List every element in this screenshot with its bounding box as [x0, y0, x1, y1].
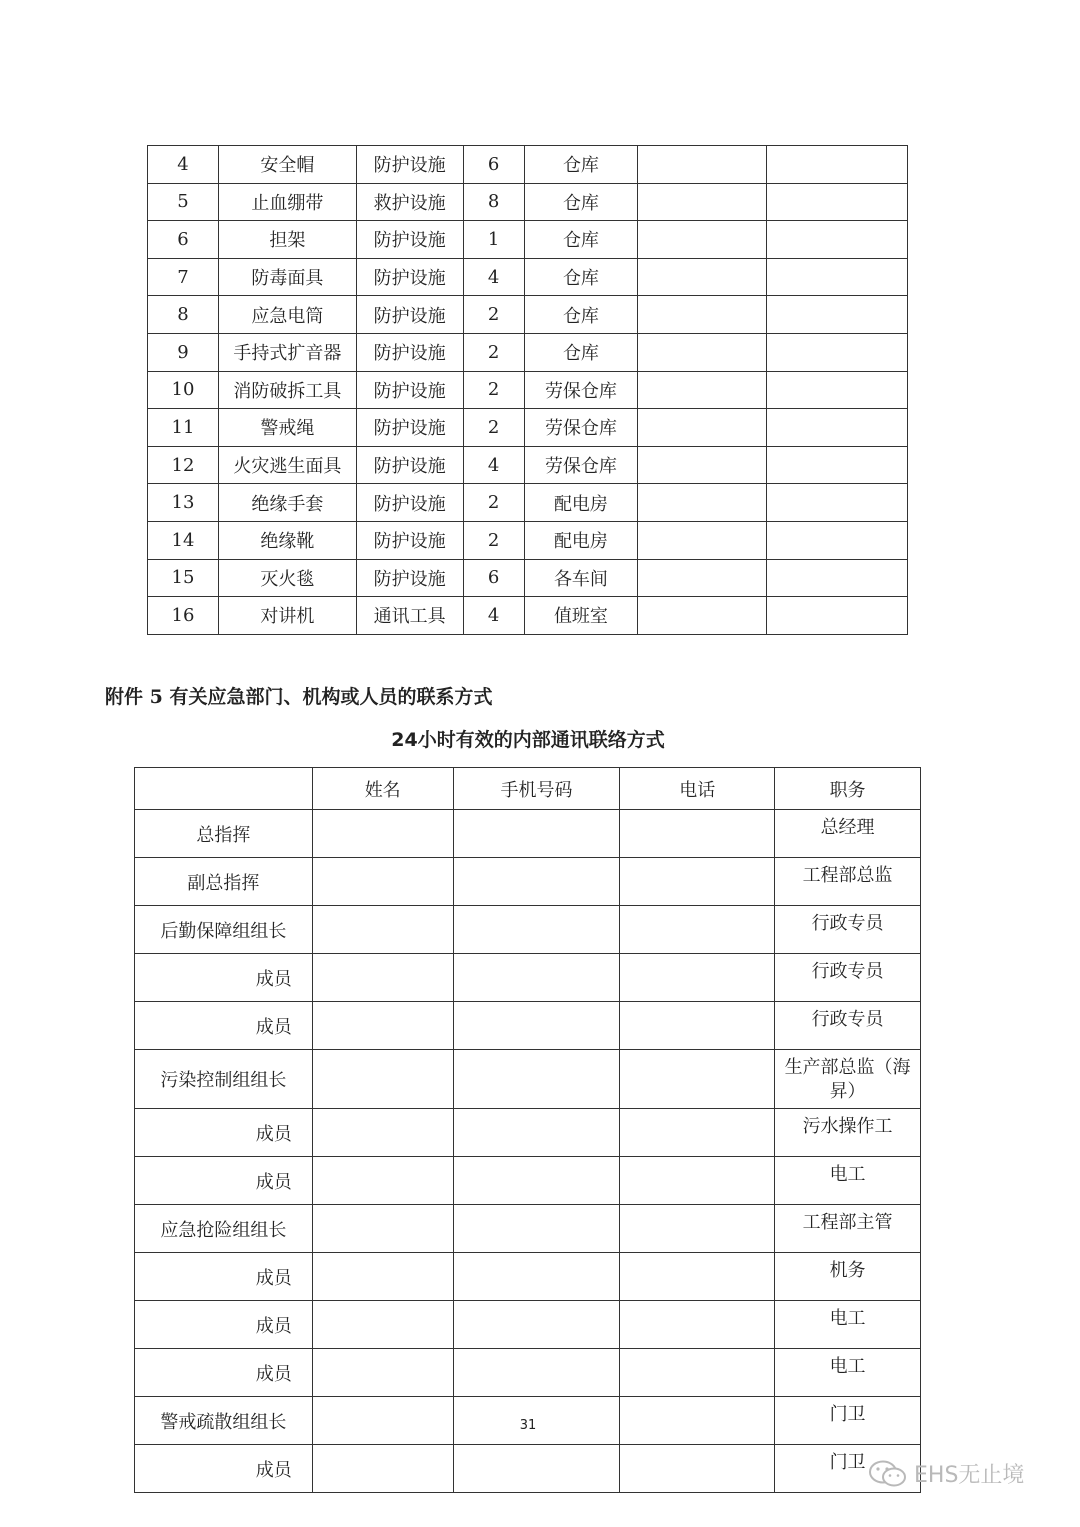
equip-type: 防护设施	[356, 484, 463, 522]
contact-phone	[620, 810, 775, 858]
equip-extra2	[767, 371, 908, 409]
contact-mobile	[453, 1301, 620, 1349]
equip-type: 防护设施	[356, 521, 463, 559]
equip-location: 仓库	[524, 146, 638, 184]
contact-position: 总经理	[775, 810, 921, 858]
equip-qty: 6	[463, 559, 524, 597]
contact-role: 成员	[135, 1157, 313, 1205]
equip-type: 防护设施	[356, 146, 463, 184]
contact-mobile	[453, 954, 620, 1002]
equip-no: 12	[148, 446, 219, 484]
equip-name: 应急电筒	[218, 296, 356, 334]
contact-position: 门卫	[775, 1397, 921, 1445]
contact-phone	[620, 1253, 775, 1301]
contact-name	[312, 810, 453, 858]
contact-position: 行政专员	[775, 954, 921, 1002]
equipment-table	[147, 145, 908, 635]
equip-type: 防护设施	[356, 409, 463, 447]
watermark-text: EHS无止境	[914, 1463, 1025, 1488]
equip-name: 警戒绳	[218, 409, 356, 447]
contact-position: 工程部主管	[775, 1205, 921, 1253]
contact-table-title: 24小时有效的内部通讯联络方式	[391, 729, 665, 751]
contact-phone	[620, 1109, 775, 1157]
equip-extra2	[767, 409, 908, 447]
equip-extra1	[638, 521, 767, 559]
equip-row	[148, 559, 908, 597]
contact-role: 污染控制组组长	[135, 1050, 313, 1109]
equip-no: 16	[148, 597, 219, 635]
contact-position: 生产部总监（海昇）	[775, 1050, 921, 1109]
equip-row	[148, 597, 908, 635]
header-role	[135, 768, 313, 810]
contact-phone	[620, 1050, 775, 1109]
equip-type: 防护设施	[356, 559, 463, 597]
contact-row	[135, 1349, 921, 1397]
equip-extra1	[638, 221, 767, 259]
equip-no: 11	[148, 409, 219, 447]
equip-name: 对讲机	[218, 597, 356, 635]
equip-extra1	[638, 446, 767, 484]
header-name: 姓名	[312, 768, 453, 810]
equip-extra2	[767, 221, 908, 259]
contact-role: 后勤保障组组长	[135, 906, 313, 954]
equip-name: 防毒面具	[218, 258, 356, 296]
contact-phone	[620, 1205, 775, 1253]
equip-qty: 8	[463, 183, 524, 221]
contact-name	[312, 1157, 453, 1205]
contact-role: 成员	[135, 1109, 313, 1157]
equip-extra1	[638, 371, 767, 409]
equip-location: 配电房	[524, 521, 638, 559]
contact-role: 总指挥	[135, 810, 313, 858]
header-phone: 电话	[620, 768, 775, 810]
contact-name	[312, 1253, 453, 1301]
equip-qty: 6	[463, 146, 524, 184]
equip-type: 防护设施	[356, 371, 463, 409]
equip-extra1	[638, 597, 767, 635]
equip-row	[148, 371, 908, 409]
contact-row	[135, 1050, 921, 1109]
contact-name	[312, 1349, 453, 1397]
contact-phone	[620, 1157, 775, 1205]
equip-location: 仓库	[524, 258, 638, 296]
equip-name: 安全帽	[218, 146, 356, 184]
equip-extra1	[638, 258, 767, 296]
equip-location: 劳保仓库	[524, 409, 638, 447]
contact-role: 成员	[135, 1349, 313, 1397]
equip-qty: 2	[463, 296, 524, 334]
contact-position: 电工	[775, 1301, 921, 1349]
equip-extra2	[767, 597, 908, 635]
equip-name: 手持式扩音器	[218, 333, 356, 371]
contact-mobile	[453, 1109, 620, 1157]
contact-header-row	[135, 768, 921, 810]
contact-row	[135, 1253, 921, 1301]
contact-row	[135, 1109, 921, 1157]
contact-mobile	[453, 906, 620, 954]
contact-position: 行政专员	[775, 1002, 921, 1050]
contact-mobile	[453, 1349, 620, 1397]
equip-name: 绝缘手套	[218, 484, 356, 522]
equip-no: 6	[148, 221, 219, 259]
equip-extra2	[767, 484, 908, 522]
contact-phone	[620, 1002, 775, 1050]
equip-location: 劳保仓库	[524, 371, 638, 409]
wechat-icon	[868, 1459, 908, 1489]
equip-no: 14	[148, 521, 219, 559]
equip-name: 担架	[218, 221, 356, 259]
equip-location: 仓库	[524, 183, 638, 221]
equip-qty: 4	[463, 446, 524, 484]
contact-mobile	[453, 810, 620, 858]
equip-qty: 4	[463, 597, 524, 635]
equip-extra1	[638, 183, 767, 221]
equip-row	[148, 484, 908, 522]
equip-extra1	[638, 484, 767, 522]
equip-type: 防护设施	[356, 333, 463, 371]
equip-location: 配电房	[524, 484, 638, 522]
contact-table	[134, 767, 921, 1493]
contact-row	[135, 1157, 921, 1205]
equip-row	[148, 521, 908, 559]
equip-row	[148, 183, 908, 221]
equip-no: 4	[148, 146, 219, 184]
equip-type: 防护设施	[356, 221, 463, 259]
equip-type: 防护设施	[356, 446, 463, 484]
contact-position: 行政专员	[775, 906, 921, 954]
contact-name	[312, 954, 453, 1002]
watermark	[868, 1458, 1024, 1489]
equip-qty: 2	[463, 333, 524, 371]
equip-extra2	[767, 559, 908, 597]
contact-mobile	[453, 1445, 620, 1493]
contact-role: 成员	[135, 1445, 313, 1493]
contact-name	[312, 1002, 453, 1050]
equip-qty: 2	[463, 521, 524, 559]
equip-extra1	[638, 559, 767, 597]
equip-row	[148, 333, 908, 371]
equip-row	[148, 221, 908, 259]
contact-position: 工程部总监	[775, 858, 921, 906]
equip-type: 通讯工具	[356, 597, 463, 635]
contact-name	[312, 1445, 453, 1493]
contact-name	[312, 858, 453, 906]
equip-row	[148, 446, 908, 484]
contact-name	[312, 1205, 453, 1253]
equip-qty: 4	[463, 258, 524, 296]
equip-no: 10	[148, 371, 219, 409]
contact-name	[312, 906, 453, 954]
contact-row	[135, 1301, 921, 1349]
contact-mobile	[453, 1002, 620, 1050]
section-heading: 附件 5 有关应急部门、机构或人员的联系方式	[105, 686, 493, 708]
equip-name: 灭火毯	[218, 559, 356, 597]
equip-type: 救护设施	[356, 183, 463, 221]
equip-extra2	[767, 296, 908, 334]
contact-row	[135, 858, 921, 906]
contact-phone	[620, 1301, 775, 1349]
equip-qty: 2	[463, 371, 524, 409]
contact-row	[135, 1002, 921, 1050]
equip-row	[148, 409, 908, 447]
contact-position: 污水操作工	[775, 1109, 921, 1157]
header-position: 职务	[775, 768, 921, 810]
contact-phone	[620, 906, 775, 954]
contact-row	[135, 1205, 921, 1253]
contact-mobile	[453, 1253, 620, 1301]
contact-name	[312, 1301, 453, 1349]
header-mobile: 手机号码	[453, 768, 620, 810]
equip-type: 防护设施	[356, 258, 463, 296]
contact-mobile	[453, 858, 620, 906]
equip-extra2	[767, 333, 908, 371]
equip-extra2	[767, 183, 908, 221]
equip-extra1	[638, 409, 767, 447]
contact-role: 成员	[135, 1002, 313, 1050]
equip-no: 15	[148, 559, 219, 597]
equip-extra2	[767, 446, 908, 484]
equip-no: 5	[148, 183, 219, 221]
equip-name: 消防破拆工具	[218, 371, 356, 409]
equip-qty: 2	[463, 409, 524, 447]
equip-name: 火灾逃生面具	[218, 446, 356, 484]
contact-role: 副总指挥	[135, 858, 313, 906]
equip-no: 13	[148, 484, 219, 522]
equip-extra2	[767, 521, 908, 559]
equip-type: 防护设施	[356, 296, 463, 334]
contact-phone	[620, 858, 775, 906]
equip-location: 值班室	[524, 597, 638, 635]
contact-row	[135, 954, 921, 1002]
contact-row	[135, 906, 921, 954]
contact-role: 成员	[135, 1253, 313, 1301]
equip-qty: 1	[463, 221, 524, 259]
equip-row	[148, 258, 908, 296]
equip-extra2	[767, 146, 908, 184]
page-number: 31	[519, 1418, 537, 1433]
equip-no: 8	[148, 296, 219, 334]
equip-extra1	[638, 146, 767, 184]
equip-no: 7	[148, 258, 219, 296]
contact-mobile	[453, 1205, 620, 1253]
contact-name	[312, 1050, 453, 1109]
equip-no: 9	[148, 333, 219, 371]
equip-extra2	[767, 258, 908, 296]
contact-phone	[620, 954, 775, 1002]
contact-position: 机务	[775, 1253, 921, 1301]
contact-position: 电工	[775, 1157, 921, 1205]
equip-location: 劳保仓库	[524, 446, 638, 484]
equip-location: 仓库	[524, 296, 638, 334]
contact-role: 成员	[135, 954, 313, 1002]
contact-phone	[620, 1445, 775, 1493]
equip-row	[148, 296, 908, 334]
equip-qty: 2	[463, 484, 524, 522]
contact-role: 成员	[135, 1301, 313, 1349]
contact-name	[312, 1109, 453, 1157]
equip-location: 仓库	[524, 221, 638, 259]
contact-position: 电工	[775, 1349, 921, 1397]
equip-name: 止血绷带	[218, 183, 356, 221]
contact-row	[135, 810, 921, 858]
contact-mobile	[453, 1157, 620, 1205]
equip-extra1	[638, 296, 767, 334]
contact-row	[135, 1445, 921, 1493]
equip-location: 仓库	[524, 333, 638, 371]
contact-position: 门卫	[775, 1445, 921, 1493]
contact-role: 警戒疏散组组长	[135, 1397, 313, 1445]
equip-extra1	[638, 333, 767, 371]
contact-phone	[620, 1349, 775, 1397]
equip-name: 绝缘靴	[218, 521, 356, 559]
equip-row	[148, 146, 908, 184]
contact-mobile	[453, 1050, 620, 1109]
contact-role: 应急抢险组组长	[135, 1205, 313, 1253]
equip-location: 各车间	[524, 559, 638, 597]
